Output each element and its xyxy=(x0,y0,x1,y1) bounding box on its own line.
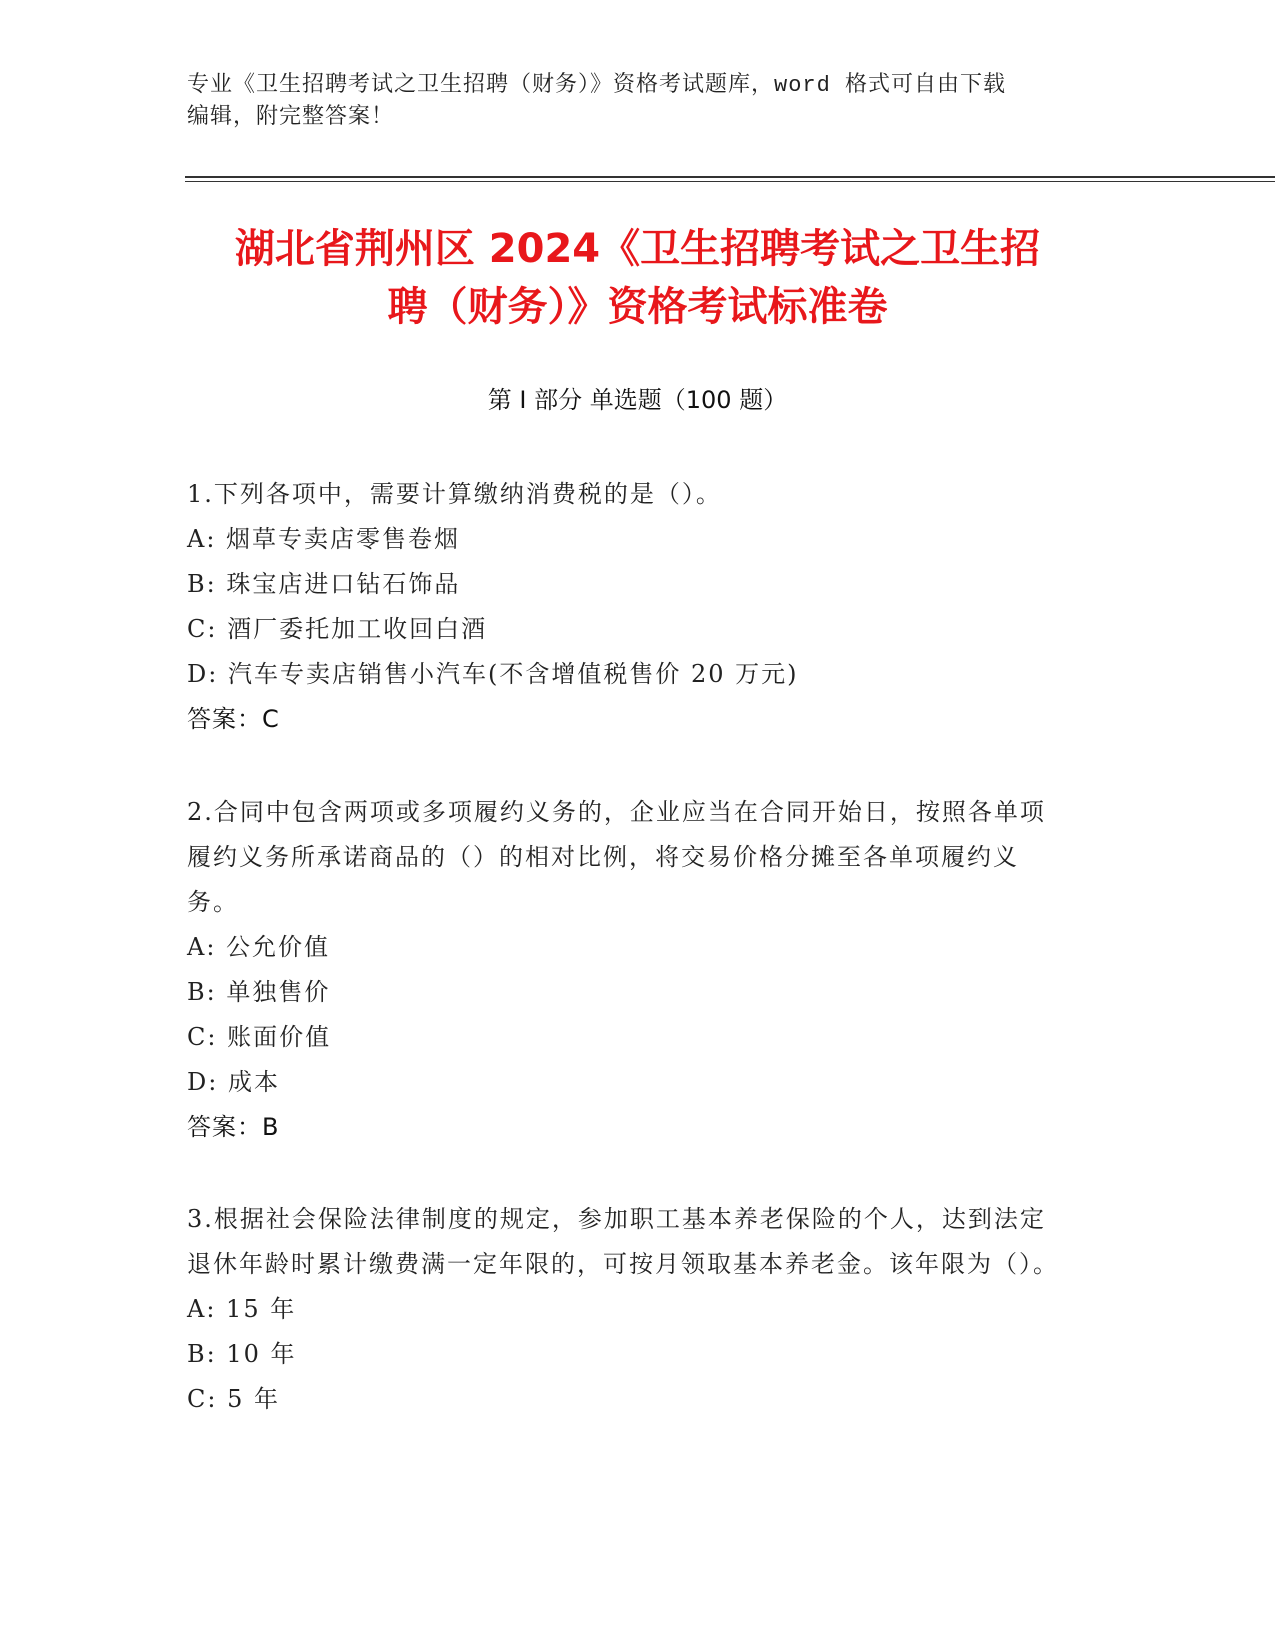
question-stem: 3.根据社会保险法律制度的规定，参加职工基本养老保险的个人，达到法定退休年龄时累计缴费满一定年限的，可按月领取基本养老金。该年限为（）。 xyxy=(187,1205,1059,1278)
section-heading: 第 I 部分 单选题（100 题） xyxy=(487,386,788,414)
option-b: B: 单独售价 xyxy=(187,978,331,1006)
header-note-line-2: 编辑，附完整答案！ xyxy=(187,105,395,130)
option-c: C: 5 年 xyxy=(187,1385,280,1413)
question-3 xyxy=(187,1197,1067,1422)
document-title xyxy=(150,220,1125,336)
question-2 xyxy=(187,790,1067,1150)
option-b: B: 珠宝店进口钻石饰品 xyxy=(187,570,461,598)
option-d: D: 成本 xyxy=(187,1068,280,1096)
option-c: C: 酒厂委托加工收回白酒 xyxy=(187,615,488,643)
answer: 答案：C xyxy=(187,705,280,733)
header-note xyxy=(187,70,1067,134)
header-divider-thin xyxy=(185,181,1275,182)
option-b: B: 10 年 xyxy=(187,1340,297,1368)
option-c: C: 账面价值 xyxy=(187,1023,332,1051)
option-a: A: 15 年 xyxy=(187,1295,297,1323)
option-d: D: 汽车专卖店销售小汽车(不含增值税售价 20 万元) xyxy=(187,660,799,688)
option-a: A: 烟草专卖店零售卷烟 xyxy=(187,525,461,553)
question-stem: 1.下列各项中，需要计算缴纳消费税的是（）。 xyxy=(187,480,722,508)
document-title-line-2: 聘（财务）》资格考试标准卷 xyxy=(387,284,888,330)
answer: 答案：B xyxy=(187,1113,280,1141)
header-note-line-1: 专业《卫生招聘考试之卫生招聘（财务）》资格考试题库，word 格式可自由下载 xyxy=(187,73,1007,98)
document-title-line-1: 湖北省荆州区 2024《卫生招聘考试之卫生招 xyxy=(234,226,1041,272)
question-stem: 2.合同中包含两项或多项履约义务的，企业应当在合同开始日，按照各单项履约义务所承诺商品的（）的相对比例，将交易价格分摊至各单项履约义务。 xyxy=(187,798,1046,916)
header-divider xyxy=(185,176,1275,178)
question-1 xyxy=(187,472,1067,742)
option-a: A: 公允价值 xyxy=(187,933,331,961)
